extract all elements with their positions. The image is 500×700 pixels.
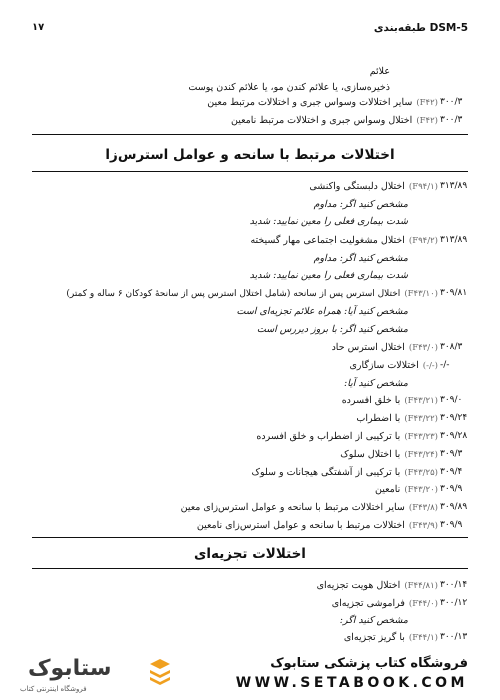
diagnosis-entry [181,502,438,513]
diagnosis-code: ۳۰۰/۱۴ [440,580,468,590]
diagnosis-code: ۳۰۰/۱۲ [440,598,468,608]
icd-code: (F۴۳/۲۵) [404,468,438,478]
icd-code: (F۴۴/۰) [408,599,438,609]
list-item [0,66,500,82]
icd-code: (F۴۳/۹) [408,521,438,531]
diagnosis-entry [231,115,438,126]
diagnosis-entry [317,580,438,591]
diagnosis-label: مشخص کنید اگر: مداوم [313,253,408,264]
stack-logo-icon [148,658,172,686]
diagnosis-entry [66,288,438,299]
diagnosis-entry [188,82,390,93]
diagnosis-code: ۳۰۹/۳ [440,449,463,459]
list-item [0,97,500,113]
list-item [0,467,500,483]
icd-code: (F۴۴/۱) [408,633,438,643]
icd-code: (F۹۴/۲) [408,236,438,246]
diagnosis-entry [340,449,438,460]
diagnosis-label: اختلالات مرتبط با سانحه و عوامل استرس‌زای نامعین [196,520,405,531]
list-item [0,395,500,411]
diagnosis-entry [344,378,408,389]
list-item [0,360,500,376]
diagnosis-label: اختلال هویت تجزیه‌ای [316,580,401,591]
diagnosis-entry [257,324,408,335]
diagnosis-entry [344,632,438,643]
list-item [0,181,500,197]
list-item [0,520,500,536]
diagnosis-entry [207,97,438,108]
diagnosis-code: -/- [440,360,450,370]
list-item [0,598,500,614]
diagnosis-entry [314,253,408,264]
icd-code: (F۴۲) [416,116,438,126]
section-divider [32,568,468,569]
section-divider [32,134,468,135]
diagnosis-label: مشخص کنید آیا: همراه علائم تجزیه‌ای است [236,306,408,317]
diagnosis-entry [375,484,438,495]
list-item [0,199,500,215]
diagnosis-code: ۳۰۰/۳ [440,97,463,107]
diagnosis-label: ذخیره‌سازی، یا علائم کندن مو، یا علائم کندن پوست [188,82,390,93]
diagnosis-label: مشخص کنید اگر: مداوم [313,199,408,210]
list-item [0,580,500,596]
diagnosis-code: ۳۱۳/۸۹ [440,235,468,245]
diagnosis-entry [340,615,408,626]
diagnosis-label: اختلال مشغولیت اجتماعی مهار گسیخته [250,235,405,246]
list-item [0,216,500,232]
diagnosis-label: اختلال دلبستگی واکنشی [309,181,405,192]
diagnosis-entry [256,431,438,442]
diagnosis-entry [314,199,408,210]
diagnosis-entry [356,413,438,424]
icd-code: (F۴۳/۸) [408,503,438,513]
footer-banner [0,652,500,700]
diagnosis-label: اختلالات سازگاری [349,360,419,371]
diagnosis-code: ۳۰۹/۹ [440,484,463,494]
list-item [0,413,500,429]
diagnosis-label: اختلال استرس پس از سانحه (شامل اختلال استرس پس از سانحهٔ کودکان ۶ ساله و کمتر) [66,289,401,299]
icd-code: (F۴۳/۱۰) [404,289,438,299]
diagnosis-code: ۳۰۹/۲۸ [440,431,468,441]
logo-wordmark: ستابوک [28,656,112,681]
diagnosis-label: با اختلال سلوک [340,449,401,460]
diagnosis-label: با اضطراب [356,413,401,424]
section-divider [32,537,468,538]
diagnosis-label: اختلال استرس حاد [331,342,405,353]
diagnosis-label: اختلال وسواس جبری و اختلالات مرتبط نامعین [230,115,413,126]
diagnosis-code: ۳۰۸/۳ [440,342,463,352]
list-item [0,235,500,251]
diagnosis-entry [370,66,390,77]
icd-code: (F۹۴/۱) [408,182,438,192]
diagnosis-label: با ترکیبی از آشفتگی هیجانات و سلوک [251,467,401,478]
list-item [0,342,500,358]
diagnosis-code: ۳۰۹/۸۱ [440,288,468,298]
list-item [0,306,500,322]
section-title-trauma: اختلالات مرتبط با سانحه و عوامل استرس‌زا [105,147,395,163]
icd-code: (-/-) [422,361,438,371]
section-divider [32,171,468,172]
diagnosis-entry [250,216,408,227]
diagnosis-label: سایر اختلالات وسواس جبری و اختلالات مرتبط معین [207,97,413,108]
page-number: ۱۷ [32,22,45,33]
diagnosis-label: فراموشی تجزیه‌ای [331,598,405,609]
diagnosis-entry [250,235,438,246]
diagnosis-label: شدت بیماری فعلی را معین نمایید: شدید [249,270,408,281]
diagnosis-entry [197,520,438,531]
icd-code: (F۴۳/۲۲) [404,414,438,424]
diagnosis-label: نامعین [375,484,401,495]
icd-code: (F۴۲) [416,98,438,108]
list-item [0,502,500,518]
page-header [32,22,468,38]
list-item [0,632,500,648]
list-item [0,82,500,98]
diagnosis-entry [342,395,438,406]
diagnosis-entry [251,467,438,478]
list-item [0,615,500,631]
diagnosis-code: ۳۰۹/۹ [440,520,463,530]
icd-code: (F۴۳/۲۱) [404,396,438,406]
diagnosis-label: با ترکیبی از اضطراب و خلق افسرده [256,431,401,442]
diagnosis-code: ۳۰۹/۴ [440,467,463,477]
icd-code: (F۴۳/۰) [408,343,438,353]
store-url[interactable]: WWW.SETABOOK.COM [235,675,468,691]
icd-code: (F۴۳/۲۰) [404,485,438,495]
diagnosis-label: مشخص کنید اگر: [339,615,408,626]
diagnosis-label: مشخص کنید آیا: [344,378,408,389]
diagnosis-entry [332,342,438,353]
list-item [0,449,500,465]
diagnosis-code: ۳۰۰/۳ [440,115,463,125]
diagnosis-label: با خلق افسرده [341,395,401,406]
diagnosis-code: ۳۰۹/۰ [440,395,463,405]
list-item [0,484,500,500]
icd-code: (F۴۴/۸۱) [404,581,438,591]
diagnosis-code: ۳۱۳/۸۹ [440,181,468,191]
diagnosis-label: علائم [369,66,390,77]
diagnosis-label: سایر اختلالات مرتبط با سانحه و عوامل استرس‌زای معین [180,502,405,513]
list-item [0,431,500,447]
diagnosis-label: شدت بیماری فعلی را معین نمایید: شدید [249,216,408,227]
diagnosis-entry [237,306,409,317]
diagnosis-code: ۳۰۹/۸۹ [440,502,468,512]
diagnosis-entry [332,598,438,609]
icd-code: (F۴۳/۲۳) [404,432,438,442]
store-name: فروشگاه کتاب پزشکی ستابوک [270,656,468,671]
diagnosis-entry [250,270,408,281]
list-item [0,324,500,340]
list-item [0,270,500,286]
section-title-dissociative: اختلالات تجزیه‌ای [194,546,306,562]
logo-subtitle: فروشگاه اینترنتی کتاب [20,685,87,693]
list-item [0,253,500,269]
diagnosis-entry [349,360,438,371]
store-logo [14,656,174,698]
list-item [0,288,500,304]
diagnosis-label: مشخص کنید اگر: با بروز دیررس است [256,324,408,335]
icd-code: (F۴۳/۲۴) [404,450,438,460]
diagnosis-code: ۳۰۰/۱۳ [440,632,468,642]
diagnosis-code: ۳۰۹/۲۴ [440,413,468,423]
list-item [0,115,500,131]
diagnosis-label: با گریز تجزیه‌ای [343,632,405,643]
list-item [0,378,500,394]
diagnosis-entry [309,181,438,192]
book-title: DSM-5 طبقه‌بندی [373,22,468,34]
